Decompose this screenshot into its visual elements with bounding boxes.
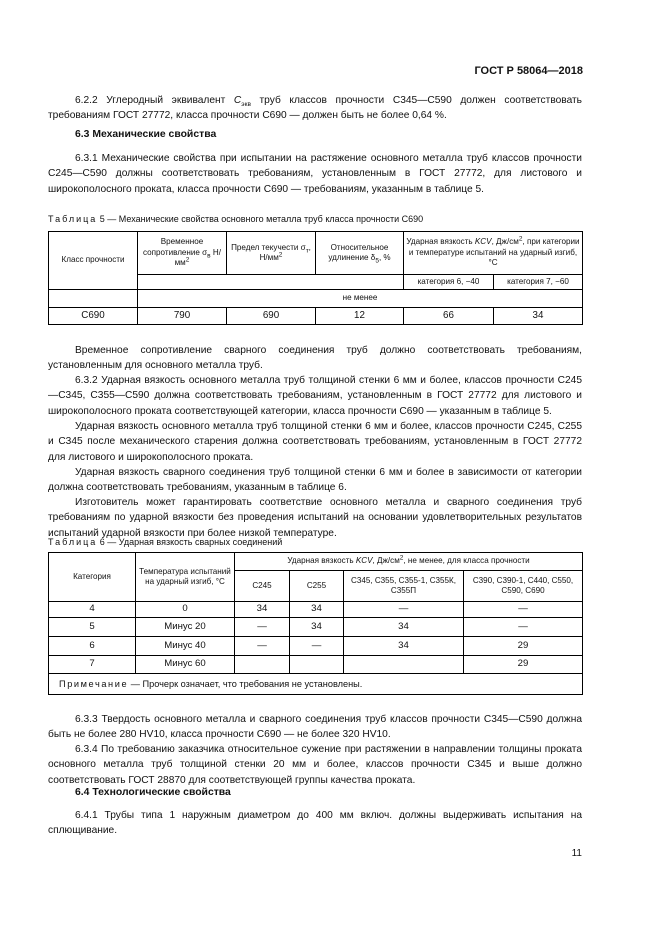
document-code: ГОСТ Р 58064—2018 [474,65,583,77]
t6-cell: 7 [49,656,136,674]
t5-cell: 12 [316,308,404,325]
paragraph-guarantee: Изготовитель может гарантировать соответствие основного металла и сварного соединения труб требованиям по ударной вязкости без проведения испытаний на основании удовлетворительных результатов испытаний ударной вязкости при более низкой температуре. [48,497,582,539]
t5-cell: С690 [49,308,138,325]
t6-cell [290,656,344,674]
t6-cell [235,656,290,674]
section-6-4-heading: 6.4 Технологические свойства [75,787,231,798]
t6-cell: — [464,602,583,618]
t6-cell: 4 [49,602,136,618]
t6-header-category: Категория [49,553,136,602]
t5-header-impact: Ударная вязкость KCV, $Дж/см^2$, при категории и температуре испытаний на ударный изгиб, °С [404,232,583,275]
paragraph-6-3-1: 6.3.1 Механические свойства при испытании на растяжение основного металла труб классов прочности С245—С590 должны соответствовать требованиям, установленным в ГОСТ 27772, для листового и широкополосного проката, класса прочности С690 — требованиям, указанным в таблице 5. [48,153,582,195]
t5-header-min: не менее [138,290,583,308]
page-number: 11 [571,848,582,859]
t5-cell: 34 [494,308,583,325]
t6-cell: 5 [49,618,136,637]
paragraph-6-3-4: 6.3.4 По требованию заказчика относительное сужение при растяжении в направлении толщины проката основного металла труб толщиной стенки 20 мм и более, классов прочности С345 и выше должно соответствовать ГОСТ 28870 для соответствующей группы качества проката. [48,744,582,786]
t6-cell: — [290,637,344,656]
paragraph-6-2-2: 6.2.2 Углеродный эквивалент $C_{экв}$ труб классов прочности С345—С590 должен соответствовать требованиям ГОСТ 27772, класса прочности С690 — должен быть не более 0,64 %. [48,95,582,122]
t6-cell: Минус 40 [136,637,235,656]
t6-note: Примечание — Прочерк означает, что требования не установлены. [49,674,583,695]
table-6-caption: Таблица 6 — Ударная вязкость сварных соединений [48,537,283,547]
table-row [49,637,583,656]
t6-cell: 34 [290,618,344,637]
section-6-3-heading: 6.3 Механические свойства [75,129,217,140]
t6-cell: 34 [344,637,464,656]
t5-header-cat7: категория 7, −60 [494,275,583,290]
paragraph-6-3-2: 6.3.2 Ударная вязкость основного металла труб толщиной стенки 6 мм и более, классов прочности С245—С345, С355—С590 должна соответствовать требованиям, установленным в ГОСТ 27772 для листового и широкополосного проката соответствующей категории, класса прочности С690 — указанным в таблице 5. [48,375,582,417]
t5-header-class: Класс прочности [49,232,138,290]
t6-cell: — [235,618,290,637]
t6-cell: 34 [344,618,464,637]
t5-cell: 690 [227,308,316,325]
t6-cell: 34 [235,602,290,618]
t5-header-tensile: Временное сопротивление $\sigma_в$ $Н/мм^2$ [138,232,227,275]
table-5-caption: Таблица 5 — Механические свойства основного металла труб класса прочности С690 [48,214,424,224]
t6-cell: 29 [464,656,583,674]
t6-cell: Минус 20 [136,618,235,637]
t6-cell: — [235,637,290,656]
t6-cell [344,656,464,674]
t6-cell: 34 [290,602,344,618]
t5-cell: 790 [138,308,227,325]
t6-header-temperature: Температура испытаний на ударный изгиб, °С [136,553,235,602]
paragraph-6-4-1: 6.4.1 Трубы типа 1 наружным диаметром до 400 мм включ. должны выдерживать испытания на сплющивание. [48,810,582,837]
t5-header-elongation: Относительное удлинение $\delta_5$, % [316,232,404,275]
paragraph-weld-tensile: Временное сопротивление сварного соединения труб должно соответствовать требованиям, установленным для основного металла труб. [48,345,582,372]
t6-header-c255: С255 [290,571,344,602]
table-row [49,618,583,637]
t6-header-c345: С345, С355, С355-1, С355К, С355П [344,571,464,602]
t5-cell: 66 [404,308,494,325]
t5-header-cat6: категория 6, −40 [404,275,494,290]
t6-cell: 29 [464,637,583,656]
t6-cell: — [464,618,583,637]
table-row [49,602,583,618]
t5-header-blank [49,290,138,308]
table-row [49,656,583,674]
t5-header-yield: Предел текучести $\sigma_т$, $Н/мм^2$ [227,232,316,275]
paragraph-weld-impact: Ударная вязкость сварного соединения труб толщиной стенки 6 мм и более в зависимости от категории должна соответствовать требованиям, указанным в таблице 6. [48,467,582,494]
table-5 [48,231,583,325]
t5-header-spacer [138,275,404,290]
t6-cell: Минус 60 [136,656,235,674]
t6-header-c390: С390, С390-1, С440, С550, С590, С690 [464,571,583,602]
table-row [49,308,583,325]
table-6 [48,552,583,695]
t6-header-impact: Ударная вязкость KCV, $Дж/см^2$, не менее, для класса прочности [235,553,583,571]
t6-cell: 0 [136,602,235,618]
t6-header-c245: С245 [235,571,290,602]
t6-cell: 6 [49,637,136,656]
t6-cell: — [344,602,464,618]
paragraph-aging: Ударная вязкость основного металла труб толщиной стенки 6 мм и более, классов прочности С245, С255 и С345 после механического старения должна соответствовать требованиям, установленным в ГОСТ 27772 для листового и широкополосного проката. [48,421,582,463]
paragraph-6-3-3: 6.3.3 Твердость основного металла и сварного соединения труб классов прочности С345—С590 должна быть не более 280 HV10, класса прочности С690 — не более 320 HV10. [48,714,582,741]
